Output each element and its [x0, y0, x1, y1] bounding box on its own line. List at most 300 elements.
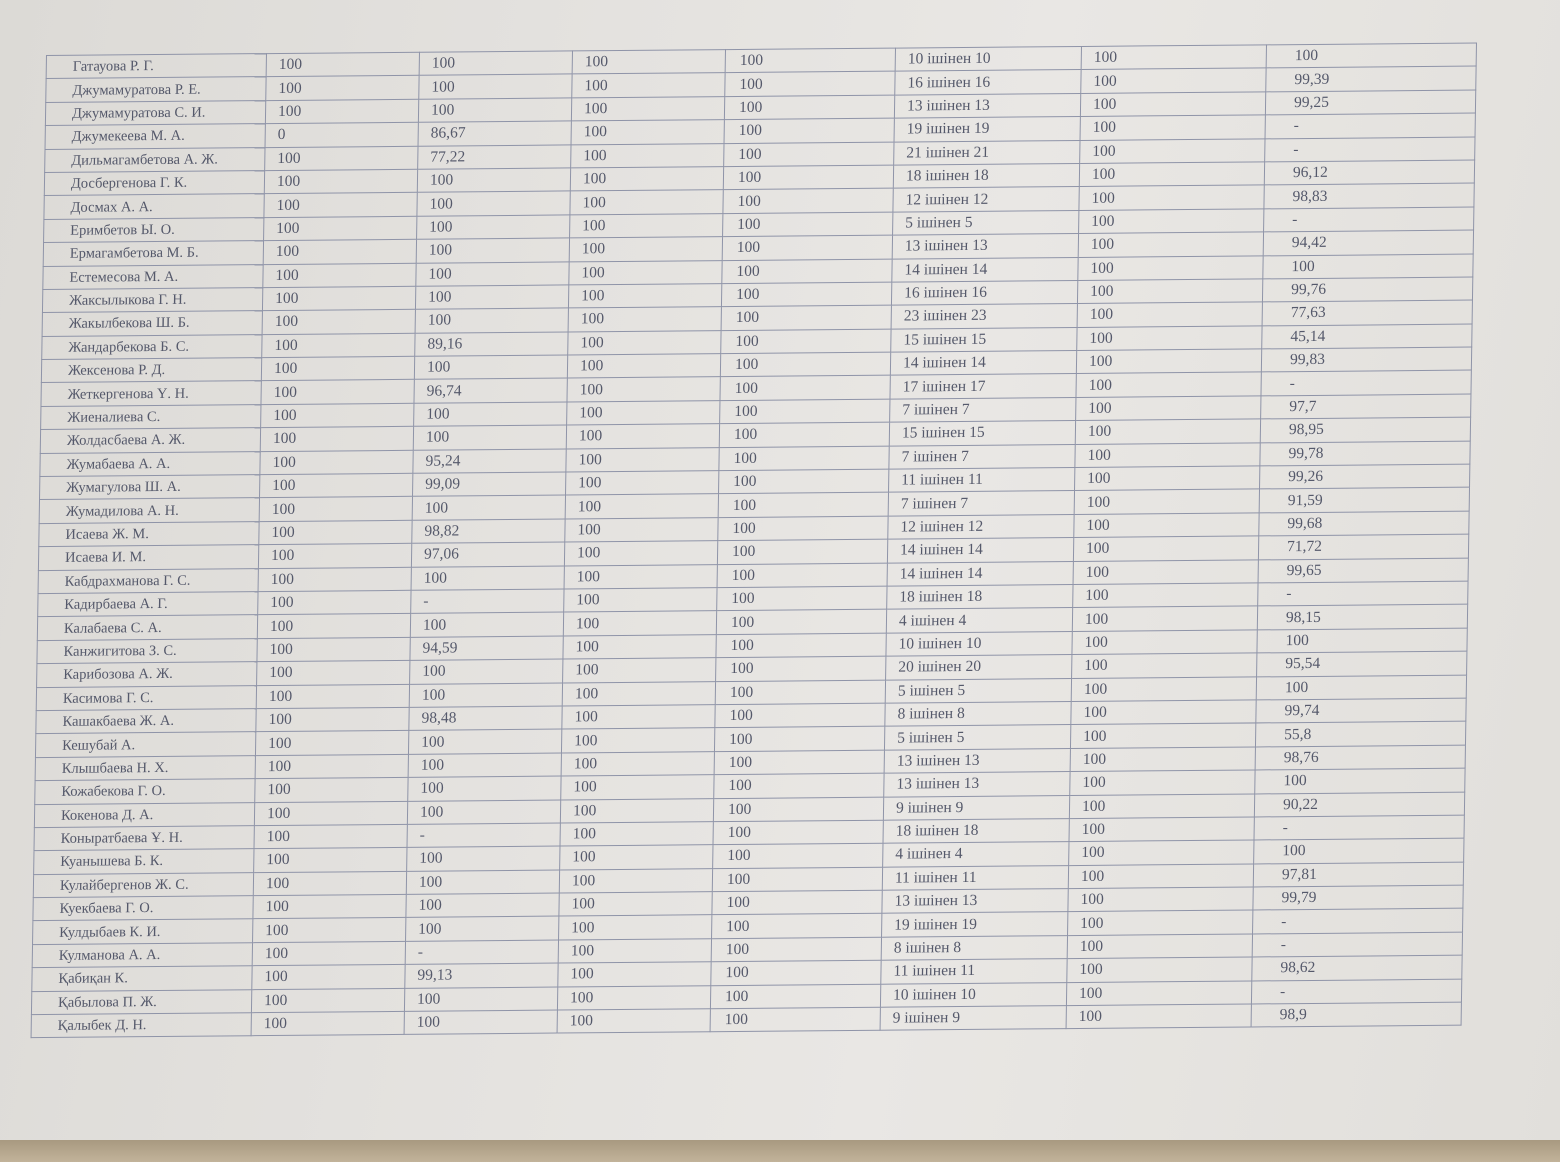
score-6-cell: 100: [1074, 513, 1259, 538]
tasks-completed-cell: 12 ішінен 12: [893, 187, 1079, 212]
score-3-cell: 100: [562, 681, 715, 706]
student-name-cell: Калабаева С. А.: [37, 615, 257, 640]
score-2-cell: 100: [416, 238, 569, 263]
score-6-cell: 100: [1067, 957, 1252, 982]
score-6-cell: 100: [1080, 115, 1265, 140]
score-4-cell: 100: [722, 259, 892, 284]
final-score-cell: 90,22: [1254, 792, 1464, 817]
final-score-cell: -: [1253, 909, 1463, 934]
score-1-cell: 100: [257, 637, 410, 662]
score-2-cell: 100: [408, 753, 561, 778]
score-1-cell: 100: [266, 52, 419, 77]
score-4-cell: 100: [721, 329, 891, 354]
final-score-cell: 97,81: [1253, 862, 1463, 887]
student-name-cell: Қалыбек Д. Н.: [31, 1013, 251, 1038]
student-name-cell: Досбергенова Г. К.: [44, 171, 264, 196]
tasks-completed-cell: 10 ішінен 10: [880, 982, 1066, 1007]
score-4-cell: 100: [713, 843, 883, 868]
final-score-cell: 99,76: [1262, 277, 1472, 302]
score-3-cell: 100: [566, 447, 719, 472]
tasks-completed-cell: 18 ішінен 18: [893, 163, 1079, 188]
tasks-completed-cell: 16 ішінен 16: [891, 280, 1077, 305]
tasks-completed-cell: 10 ішінен 10: [886, 631, 1072, 656]
score-4-cell: 100: [717, 563, 887, 588]
score-1-cell: 100: [254, 801, 407, 826]
score-3-cell: 100: [568, 307, 721, 332]
score-3-cell: 100: [568, 284, 721, 309]
score-1-cell: 100: [255, 777, 408, 802]
tasks-completed-cell: 15 ішінен 15: [889, 421, 1075, 446]
score-1-cell: 100: [252, 965, 405, 990]
tasks-completed-cell: 4 ішінен 4: [883, 842, 1069, 867]
score-6-cell: 100: [1070, 723, 1255, 748]
score-3-cell: 100: [564, 564, 717, 589]
score-3-cell: 100: [561, 775, 714, 800]
tasks-completed-cell: 19 ішінен 19: [882, 912, 1068, 937]
tasks-completed-cell: 13 ішінен 13: [894, 93, 1080, 118]
score-3-cell: 100: [571, 120, 724, 145]
score-3-cell: 100: [559, 915, 712, 940]
score-2-cell: 100: [410, 659, 563, 684]
score-4-cell: 100: [714, 773, 884, 798]
student-name-cell: Жакылбекова Ш. Б.: [42, 311, 262, 336]
grades-table-body: [31, 43, 1476, 1038]
score-4-cell: 100: [719, 422, 889, 447]
tasks-completed-cell: 9 ішінен 9: [880, 1006, 1066, 1031]
score-6-cell: 100: [1070, 770, 1255, 795]
score-1-cell: 100: [257, 660, 410, 685]
tasks-completed-cell: 5 ішінен 5: [893, 210, 1079, 235]
score-1-cell: 100: [253, 918, 406, 943]
student-name-cell: Жумадилова А. Н.: [39, 498, 259, 523]
score-2-cell: 100: [417, 215, 570, 240]
final-score-cell: 100: [1263, 254, 1473, 279]
score-3-cell: 100: [564, 588, 717, 613]
score-4-cell: 100: [710, 984, 880, 1009]
final-score-cell: 98,95: [1260, 417, 1470, 442]
score-4-cell: 100: [716, 610, 886, 635]
score-1-cell: 100: [253, 871, 406, 896]
final-score-cell: 99,39: [1266, 66, 1476, 91]
final-score-cell: 99,25: [1265, 90, 1475, 115]
student-name-cell: Кабдрахманова Г. С.: [38, 568, 258, 593]
score-6-cell: 100: [1075, 443, 1260, 468]
final-score-cell: 98,9: [1251, 1002, 1461, 1027]
score-2-cell: 77,22: [418, 144, 571, 169]
grades-table: [31, 43, 1477, 1039]
student-name-cell: Касимова Г. С.: [36, 685, 256, 710]
score-4-cell: 100: [714, 727, 884, 752]
student-name-cell: Қабылова П. Ж.: [31, 989, 251, 1014]
document-page: [31, 43, 1476, 1039]
student-name-cell: Кулдыбаев К. И.: [33, 919, 253, 944]
score-1-cell: 100: [258, 567, 411, 592]
student-name-cell: Клышбаева Н. Х.: [35, 755, 255, 780]
score-4-cell: 100: [714, 750, 884, 775]
final-score-cell: -: [1254, 815, 1464, 840]
tasks-completed-cell: 14 ішінен 14: [887, 538, 1073, 563]
score-4-cell: 100: [711, 960, 881, 985]
score-1-cell: 100: [258, 544, 411, 569]
score-4-cell: 100: [724, 95, 894, 120]
score-3-cell: 100: [566, 471, 719, 496]
tasks-completed-cell: 20 ішінен 20: [886, 655, 1072, 680]
score-6-cell: 100: [1077, 302, 1262, 327]
tasks-completed-cell: 16 ішінен 16: [895, 70, 1081, 95]
score-6-cell: 100: [1068, 910, 1253, 935]
score-2-cell: 94,59: [410, 636, 563, 661]
student-name-cell: Қабиқан К.: [32, 966, 252, 991]
final-score-cell: 100: [1254, 838, 1464, 863]
score-6-cell: 100: [1073, 560, 1258, 585]
student-name-cell: Досмах А. А.: [44, 194, 264, 219]
final-score-cell: 99,26: [1260, 464, 1470, 489]
score-2-cell: 100: [410, 612, 563, 637]
score-4-cell: 100: [713, 797, 883, 822]
tasks-completed-cell: 15 ішінен 15: [891, 327, 1077, 352]
score-4-cell: 100: [712, 867, 882, 892]
student-name-cell: Жумагулова Ш. А.: [40, 475, 260, 500]
student-name-cell: Кокенова Д. А.: [34, 802, 254, 827]
score-2-cell: 96,74: [414, 378, 567, 403]
score-1-cell: 100: [265, 146, 418, 171]
final-score-cell: 94,42: [1263, 230, 1473, 255]
score-2-cell: 100: [414, 402, 567, 427]
final-score-cell: 100: [1257, 628, 1467, 653]
score-3-cell: 100: [563, 658, 716, 683]
score-2-cell: 97,06: [411, 542, 564, 567]
score-3-cell: 100: [562, 705, 715, 730]
score-4-cell: 100: [719, 446, 889, 471]
score-1-cell: 100: [254, 848, 407, 873]
score-2-cell: 100: [408, 729, 561, 754]
tasks-completed-cell: 13 ішінен 13: [882, 889, 1068, 914]
score-3-cell: 100: [569, 237, 722, 262]
score-2-cell: 100: [417, 191, 570, 216]
student-name-cell: Дильмагамбетова А. Ж.: [45, 147, 265, 172]
student-name-cell: Жаксылыкова Г. Н.: [42, 288, 262, 313]
score-4-cell: 100: [720, 399, 890, 424]
final-score-cell: 97,7: [1261, 394, 1471, 419]
student-name-cell: Кешубай А.: [35, 732, 255, 757]
tasks-completed-cell: 7 ішінен 7: [890, 397, 1076, 422]
score-4-cell: 100: [710, 1007, 880, 1032]
score-6-cell: 100: [1068, 864, 1253, 889]
score-2-cell: 100: [418, 98, 571, 123]
score-3-cell: 100: [560, 822, 713, 847]
score-1-cell: 100: [256, 684, 409, 709]
score-6-cell: 100: [1081, 45, 1266, 70]
tasks-completed-cell: 13 ішінен 13: [884, 748, 1070, 773]
score-2-cell: 100: [406, 870, 559, 895]
final-score-cell: -: [1265, 113, 1475, 138]
score-1-cell: 100: [264, 169, 417, 194]
tasks-completed-cell: 21 ішінен 21: [894, 140, 1080, 165]
final-score-cell: -: [1261, 371, 1471, 396]
tasks-completed-cell: 14 ішінен 14: [892, 257, 1078, 282]
student-name-cell: Коныратбаева Ұ. Н.: [34, 826, 254, 851]
score-3-cell: 100: [563, 611, 716, 636]
score-1-cell: 100: [263, 263, 416, 288]
score-4-cell: 100: [717, 586, 887, 611]
score-6-cell: 100: [1072, 630, 1257, 655]
score-1-cell: 100: [261, 403, 414, 428]
tasks-completed-cell: 17 ішінен 17: [890, 374, 1076, 399]
tasks-completed-cell: 8 ішінен 8: [885, 701, 1071, 726]
tasks-completed-cell: 18 ішінен 18: [887, 585, 1073, 610]
score-6-cell: 100: [1071, 676, 1256, 701]
score-2-cell: -: [405, 940, 558, 965]
final-score-cell: 99,79: [1253, 885, 1463, 910]
score-4-cell: 100: [720, 352, 890, 377]
score-4-cell: 100: [719, 469, 889, 494]
score-1-cell: 100: [264, 216, 417, 241]
score-2-cell: 89,16: [415, 332, 568, 357]
score-3-cell: 100: [561, 751, 714, 776]
score-2-cell: 100: [414, 355, 567, 380]
score-6-cell: 100: [1066, 1004, 1251, 1029]
score-3-cell: 100: [565, 517, 718, 542]
score-4-cell: 100: [712, 890, 882, 915]
score-2-cell: 100: [404, 987, 557, 1012]
score-2-cell: 100: [415, 285, 568, 310]
final-score-cell: 99,78: [1260, 441, 1470, 466]
score-3-cell: 100: [572, 73, 725, 98]
score-1-cell: 100: [265, 99, 418, 124]
score-1-cell: 100: [262, 286, 415, 311]
score-2-cell: 100: [416, 261, 569, 286]
score-6-cell: 100: [1073, 583, 1258, 608]
student-name-cell: Ермагамбетова М. Б.: [43, 241, 263, 266]
final-score-cell: -: [1258, 581, 1468, 606]
final-score-cell: -: [1265, 137, 1475, 162]
score-2-cell: 100: [409, 683, 562, 708]
score-2-cell: -: [407, 823, 560, 848]
student-name-cell: Жеткергенова Ү. Н.: [41, 381, 261, 406]
final-score-cell: 99,68: [1259, 511, 1469, 536]
tasks-completed-cell: 5 ішінен 5: [884, 725, 1070, 750]
score-4-cell: 100: [723, 188, 893, 213]
score-1-cell: 100: [258, 590, 411, 615]
score-3-cell: 100: [569, 260, 722, 285]
score-3-cell: 100: [570, 190, 723, 215]
final-score-cell: 91,59: [1259, 487, 1469, 512]
score-1-cell: 100: [262, 333, 415, 358]
student-name-cell: Куанышева Б. К.: [34, 849, 254, 874]
tasks-completed-cell: 14 ішінен 14: [890, 351, 1076, 376]
score-2-cell: 86,67: [418, 121, 571, 146]
score-4-cell: 100: [725, 71, 895, 96]
student-name-cell: Кулманова А. А.: [32, 943, 252, 968]
student-name-cell: Жолдасбаева А. Ж.: [40, 428, 260, 453]
score-2-cell: 100: [406, 916, 559, 941]
score-1-cell: 100: [257, 614, 410, 639]
score-6-cell: 100: [1079, 162, 1264, 187]
desk-surface: [0, 1140, 1560, 1162]
tasks-completed-cell: 18 ішінен 18: [883, 818, 1069, 843]
score-3-cell: 100: [570, 213, 723, 238]
score-1-cell: 100: [259, 497, 412, 522]
score-3-cell: 100: [559, 892, 712, 917]
student-name-cell: Кулайбергенов Ж. С.: [33, 872, 253, 897]
score-1-cell: 100: [251, 1011, 404, 1036]
score-1-cell: 100: [263, 239, 416, 264]
student-name-cell: Джумамуратова С. И.: [45, 100, 265, 125]
student-name-cell: Карибозова А. Ж.: [37, 662, 257, 687]
final-score-cell: 98,76: [1255, 745, 1465, 770]
final-score-cell: 99,74: [1256, 698, 1466, 723]
score-4-cell: 100: [724, 142, 894, 167]
score-6-cell: 100: [1079, 185, 1264, 210]
score-2-cell: 100: [415, 308, 568, 333]
tasks-completed-cell: 13 ішінен 13: [884, 772, 1070, 797]
score-2-cell: 99,13: [405, 963, 558, 988]
score-1-cell: 100: [266, 76, 419, 101]
final-score-cell: 99,83: [1261, 347, 1471, 372]
score-3-cell: 100: [557, 1009, 710, 1034]
score-1-cell: 100: [255, 731, 408, 756]
score-1-cell: 0: [265, 122, 418, 147]
score-2-cell: 100: [406, 893, 559, 918]
score-2-cell: 98,48: [409, 706, 562, 731]
score-4-cell: 100: [721, 305, 891, 330]
score-2-cell: 99,09: [413, 472, 566, 497]
score-3-cell: 100: [564, 541, 717, 566]
score-6-cell: 100: [1066, 981, 1251, 1006]
score-6-cell: 100: [1075, 466, 1260, 491]
tasks-completed-cell: 13 ішінен 13: [892, 234, 1078, 259]
tasks-completed-cell: 11 ішінен 11: [889, 468, 1075, 493]
score-2-cell: 100: [412, 495, 565, 520]
score-4-cell: 100: [711, 937, 881, 962]
student-name-cell: Жандарбекова Б. С.: [42, 334, 262, 359]
score-6-cell: 100: [1075, 419, 1260, 444]
score-6-cell: 100: [1069, 817, 1254, 842]
final-score-cell: 100: [1256, 675, 1466, 700]
score-6-cell: 100: [1079, 209, 1264, 234]
student-name-cell: Кадирбаева А. Г.: [38, 592, 258, 617]
score-3-cell: 100: [567, 354, 720, 379]
score-3-cell: 100: [567, 377, 720, 402]
score-3-cell: 100: [558, 939, 711, 964]
score-6-cell: 100: [1072, 606, 1257, 631]
final-score-cell: 100: [1266, 43, 1476, 68]
tasks-completed-cell: 19 ішінен 19: [894, 117, 1080, 142]
score-4-cell: 100: [716, 656, 886, 681]
score-4-cell: 100: [723, 212, 893, 237]
score-6-cell: 100: [1070, 747, 1255, 772]
score-6-cell: 100: [1077, 326, 1262, 351]
final-score-cell: 100: [1255, 768, 1465, 793]
score-2-cell: 95,24: [413, 449, 566, 474]
tasks-completed-cell: 23 ішінен 23: [891, 304, 1077, 329]
score-6-cell: 100: [1078, 232, 1263, 257]
score-1-cell: 100: [251, 988, 404, 1013]
score-2-cell: 100: [408, 776, 561, 801]
student-name-cell: Исаева И. М.: [38, 545, 258, 570]
student-name-cell: Жиеналиева С.: [41, 404, 261, 429]
score-4-cell: 100: [723, 165, 893, 190]
score-6-cell: 100: [1067, 934, 1252, 959]
tasks-completed-cell: 7 ішінен 7: [889, 444, 1075, 469]
score-3-cell: 100: [565, 494, 718, 519]
score-3-cell: 100: [560, 845, 713, 870]
score-3-cell: 100: [568, 330, 721, 355]
score-3-cell: 100: [566, 424, 719, 449]
final-score-cell: 96,12: [1264, 160, 1474, 185]
score-3-cell: 100: [561, 728, 714, 753]
final-score-cell: 55,8: [1255, 721, 1465, 746]
tasks-completed-cell: 7 ішінен 7: [888, 491, 1074, 516]
tasks-completed-cell: 8 ішінен 8: [881, 935, 1067, 960]
score-3-cell: 100: [557, 985, 710, 1010]
score-3-cell: 100: [570, 167, 723, 192]
score-2-cell: 100: [417, 168, 570, 193]
score-3-cell: 100: [558, 962, 711, 987]
score-6-cell: 100: [1069, 840, 1254, 865]
score-1-cell: 100: [262, 310, 415, 335]
score-4-cell: 100: [722, 235, 892, 260]
student-name-cell: Естемесова М. А.: [43, 264, 263, 289]
student-name-cell: Куекбаева Г. О.: [33, 896, 253, 921]
score-2-cell: 100: [407, 800, 560, 825]
score-4-cell: 100: [720, 376, 890, 401]
final-score-cell: 71,72: [1258, 534, 1468, 559]
score-4-cell: 100: [713, 820, 883, 845]
score-6-cell: 100: [1080, 138, 1265, 163]
tasks-completed-cell: 14 ішінен 14: [887, 561, 1073, 586]
score-6-cell: 100: [1069, 793, 1254, 818]
tasks-completed-cell: 12 ішінен 12: [888, 514, 1074, 539]
score-2-cell: 100: [419, 51, 572, 76]
score-6-cell: 100: [1076, 396, 1261, 421]
score-1-cell: 100: [254, 824, 407, 849]
student-name-cell: Жумабаева А. А.: [40, 451, 260, 476]
student-name-cell: Кашакбаева Ж. А.: [36, 709, 256, 734]
score-4-cell: 100: [712, 914, 882, 939]
student-name-cell: Кожабекова Г. О.: [35, 779, 255, 804]
final-score-cell: 77,63: [1262, 300, 1472, 325]
score-1-cell: 100: [259, 520, 412, 545]
score-1-cell: 100: [255, 754, 408, 779]
tasks-completed-cell: 5 ішінен 5: [885, 678, 1071, 703]
final-score-cell: 45,14: [1262, 324, 1472, 349]
score-6-cell: 100: [1081, 68, 1266, 93]
score-3-cell: 100: [571, 143, 724, 168]
final-score-cell: 99,65: [1258, 558, 1468, 583]
student-name-cell: Джумамуратова Р. Е.: [46, 77, 266, 102]
score-2-cell: 100: [413, 425, 566, 450]
score-6-cell: 100: [1078, 255, 1263, 280]
score-4-cell: 100: [715, 703, 885, 728]
score-1-cell: 100: [252, 941, 405, 966]
score-2-cell: 100: [419, 74, 572, 99]
final-score-cell: -: [1251, 979, 1461, 1004]
tasks-completed-cell: 11 ішінен 11: [882, 865, 1068, 890]
score-2-cell: 98,82: [412, 519, 565, 544]
score-6-cell: 100: [1077, 279, 1262, 304]
score-1-cell: 100: [261, 356, 414, 381]
tasks-completed-cell: 10 ішінен 10: [895, 46, 1081, 71]
score-1-cell: 100: [260, 427, 413, 452]
score-2-cell: 100: [404, 1010, 557, 1035]
score-4-cell: 100: [715, 680, 885, 705]
student-name-cell: Канжигитова З. С.: [37, 638, 257, 663]
score-1-cell: 100: [256, 707, 409, 732]
score-6-cell: 100: [1071, 700, 1256, 725]
score-4-cell: 100: [725, 48, 895, 73]
student-name-cell: Жексенова Р. Д.: [41, 358, 261, 383]
